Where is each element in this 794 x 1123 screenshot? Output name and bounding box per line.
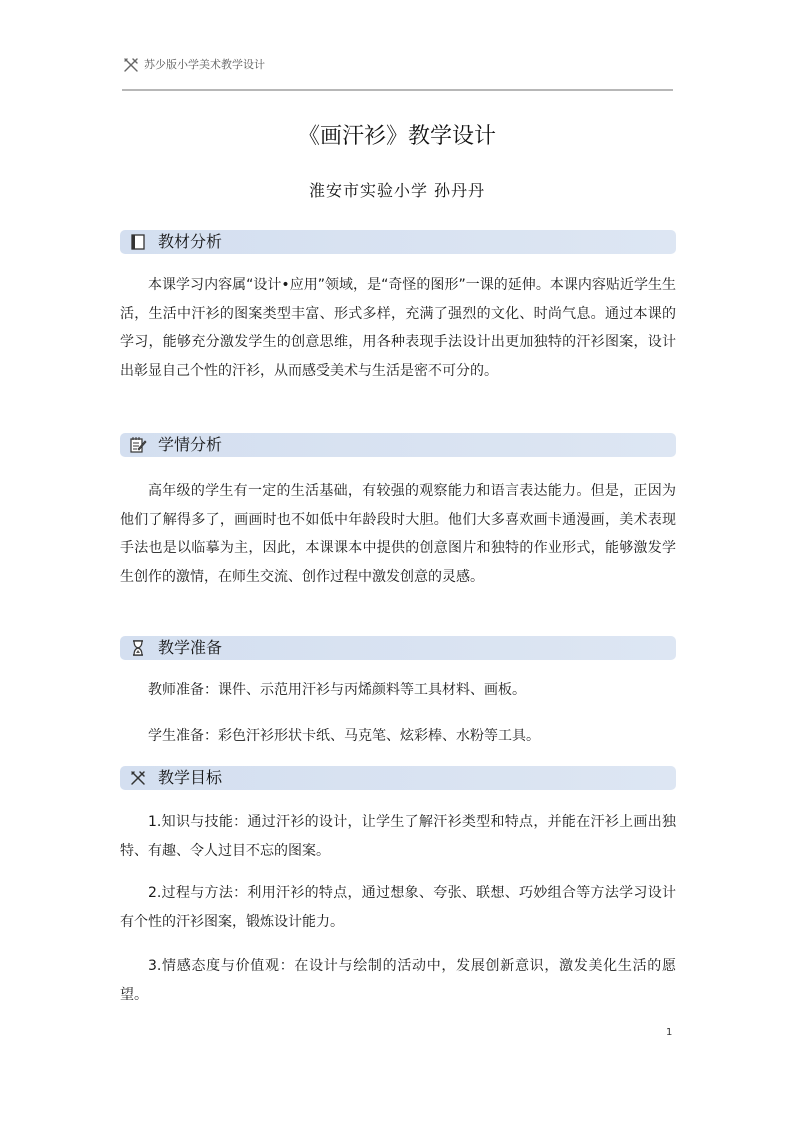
- page-header: [122, 56, 673, 92]
- section-paragraph: 1.知识与技能：通过汗衫的设计，让学生了解汗衫类型和特点，并能在汗衫上画出独特、有趣、令人过目不忘的图案。: [120, 814, 676, 859]
- author-line: 淮安市实验小学 孙丹丹: [308, 181, 486, 200]
- header-divider: [122, 89, 673, 91]
- section-header-student-analysis: [120, 433, 676, 457]
- section-header-teaching-preparation: [120, 636, 676, 660]
- hourglass-icon: [129, 639, 147, 657]
- section-header-material-analysis: [120, 230, 676, 254]
- pencil-ruler-icon: [122, 56, 140, 74]
- section-title: 教材分析: [158, 232, 223, 251]
- section-header-teaching-objectives: [120, 766, 676, 790]
- section-paragraph: 3.情感态度与价值观：在设计与绘制的活动中，发展创新意识，激发美化生活的愿望。: [120, 958, 676, 1003]
- book-icon: [129, 233, 147, 251]
- document-title: 《画汗衫》教学设计: [297, 124, 496, 149]
- section-paragraph: 本课学习内容属“设计•应用”领域，是“奇怪的图形”一课的延伸。本课内容贴近学生生活，生活中汗衫的图案类型丰富、形式多样，充满了强烈的文化、时尚气息。通过本课的学习，能够充分激发学生的创意思维，用各种表现手法设计出更加独特的汗衫图案，设计出彰显自己个性的汗衫，从而感受美术与生活是密不可分的。: [120, 277, 676, 379]
- section-title: 学情分析: [158, 435, 223, 454]
- header-text: 苏少版小学美术教学设计: [144, 58, 265, 71]
- section-title: 教学目标: [158, 768, 223, 787]
- pencil-ruler-icon: [129, 769, 147, 787]
- page-number: 1: [666, 1027, 673, 1038]
- notepad-pencil-icon: [129, 436, 147, 454]
- section-paragraph: 2.过程与方法：利用汗衫的特点，通过想象、夸张、联想、巧妙组合等方法学习设计有个性的汗衫图案，锻炼设计能力。: [120, 885, 676, 930]
- section-paragraph: 高年级的学生有一定的生活基础，有较强的观察能力和语言表达能力。但是，正因为他们了解得多了，画画时也不如低中年龄段时大胆。他们大多喜欢画卡通漫画，美术表现手法也是以临摹为主，因此，本课课本中提供的创意图片和独特的作业形式，能够激发学生创作的激情，在师生交流、创作过程中激发创意的灵感。: [120, 483, 676, 585]
- section-title: 教学准备: [158, 638, 223, 657]
- section-paragraph: 教师准备：课件、示范用汗衫与丙烯颜料等工具材料、画板。: [148, 682, 526, 698]
- section-paragraph: 学生准备：彩色汗衫形状卡纸、马克笔、炫彩棒、水粉等工具。: [148, 728, 540, 744]
